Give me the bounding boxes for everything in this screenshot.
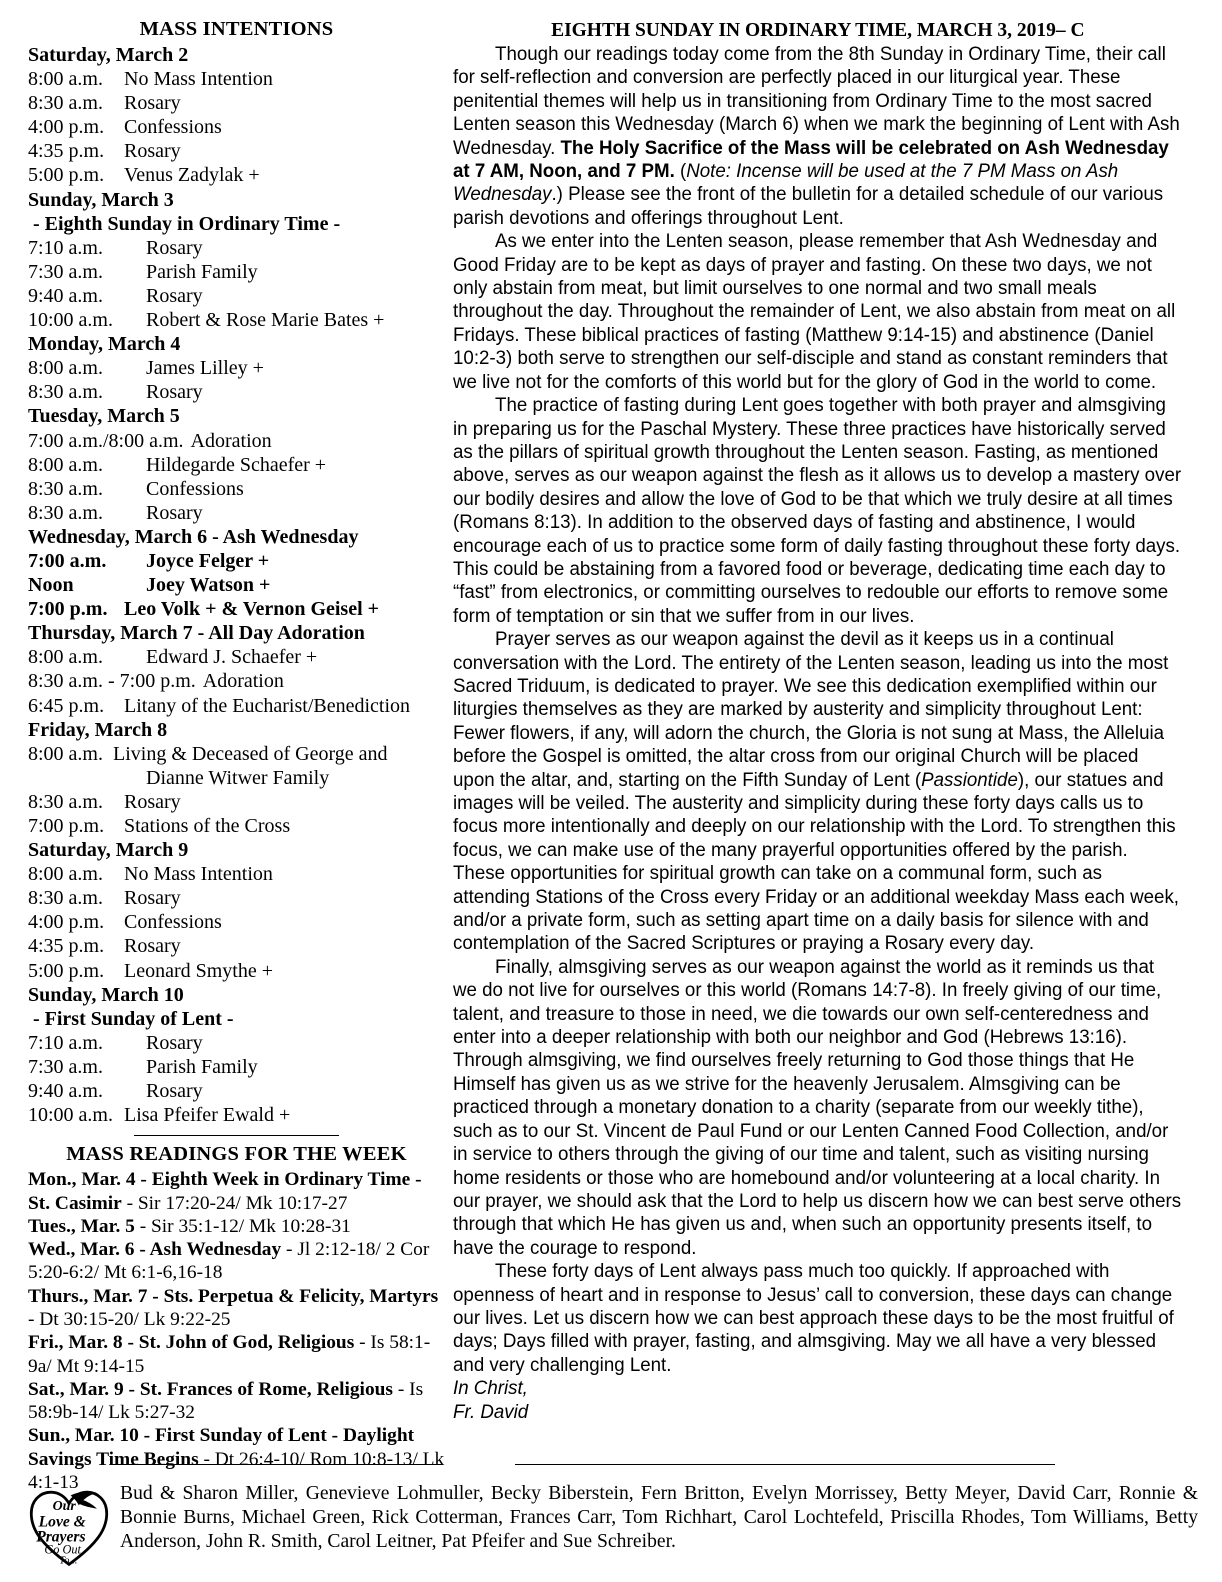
- mass-intentions-day-heading: Saturday, March 9: [28, 839, 189, 862]
- mass-reading-label: Tues., Mar. 5: [28, 1215, 135, 1237]
- mass-intentions-day-subtitle: - Eighth Sunday in Ordinary Time -: [28, 212, 341, 235]
- svg-text:Love &: Love &: [38, 1513, 86, 1531]
- article-paragraph-5: Finally, almsgiving serves as our weapon against the world as it reminds us that we do not live for ourselves or this world (Romans 14:7-8). In freely giving of our time, talent, and treasure to those in need, we die towards our own self-centeredness and enter into a deeper relationship with both our neighbor and God (Hebrews 13:16). Through almsgiving, we find ourselves freely returning to God those things that He Himself has given us as we strive for the heavenly Jerusalem. Almsgiving can be practiced through a monetary donation to a charity (separate from our weekly tithe), such as to our St. Vincent de Paul Fund or our Lenten Canned Food Collection, and/or in service to others through the giving of our time and talent, such as visiting nursing home residents or those who are homebound and/or volunteering at a local charity. In our prayer, we should ask that the Lord to help us discern how we can best serve others through that which He has given us and, when such an opportunity presents itself, to have the courage to respond.: [453, 955, 1182, 1259]
- mass-intentions-time: 8:00 a.m.: [28, 357, 103, 380]
- mass-intentions-row: [28, 380, 445, 404]
- mass-intentions-row: [28, 236, 445, 260]
- mass-intentions-time: 8:00 a.m.: [28, 453, 103, 476]
- mass-intentions-row: [28, 260, 445, 284]
- mass-intentions-row: [28, 501, 445, 525]
- mass-reading-label: Sun., Mar. 10 - First Sunday of Lent - Daylight Savings Time Begins: [28, 1425, 415, 1470]
- mass-intentions-description: Lisa Pfeifer Ewald +: [124, 1104, 291, 1127]
- p4-part-a: Prayer serves as our weapon against the devil as it keeps us in a continual conversation with the Lord. The entirety of the Lenten season, leading us into the most Sacred Triduum, is dedicated to prayer. We see this dedication exemplified within our liturgies themselves as they are marked by austerity and simplicity throughout Lent: Fewer flowers, if any, will adorn the church, the Gloria is not sung at Mass, the Alleluia before the Gospel is omitted, the altar cross from our original Church will be placed upon the altar, and, starting on the Fifth Sunday of Lent (: [453, 628, 1169, 791]
- mass-intentions-description: Robert & Rose Marie Bates +: [146, 309, 385, 332]
- mass-reading-item: [28, 1238, 445, 1285]
- mass-reading-item: [28, 1168, 445, 1215]
- mass-intentions-time: 9:40 a.m.: [28, 1080, 103, 1103]
- mass-intentions-description: James Lilley +: [146, 357, 264, 380]
- mass-intentions-row: [28, 790, 445, 814]
- mass-intentions-row: [28, 862, 445, 886]
- mass-intentions-time: 8:30 a.m.: [28, 92, 103, 115]
- mass-reading-citation: - Sir 35:1-12/ Mk 10:28-31: [134, 1215, 351, 1237]
- mass-intentions-description: Rosary: [124, 935, 181, 958]
- mass-reading-item: [28, 1331, 445, 1378]
- svg-text:Prayers: Prayers: [36, 1528, 86, 1546]
- mass-intentions-time: 7:00 p.m.: [28, 815, 105, 837]
- mass-intentions-row: [28, 886, 445, 910]
- footer-divider-left: [113, 1464, 443, 1465]
- mass-intentions-time: 8:30 a.m.: [28, 887, 103, 910]
- p1-part-c: .) Please see the front of the bulletin for a detailed schedule of our various parish devotions and offerings throughout Lent.: [453, 183, 1164, 229]
- p1-bold-run: The Holy Sacrifice of the Mass will be celebrated on Ash Wednesday at 7 AM, Noon, and 7 PM.: [453, 136, 1169, 183]
- mass-intentions-row: [28, 1079, 445, 1103]
- section-divider: [134, 1135, 339, 1136]
- mass-intentions-heading: MASS INTENTIONS: [139, 18, 334, 40]
- mass-intentions-row: [28, 115, 445, 139]
- mass-intentions-row: [28, 549, 445, 573]
- mass-intentions-time: 8:00 a.m.: [28, 742, 103, 765]
- mass-intentions-description: Rosary: [124, 887, 181, 910]
- mass-intentions-day-heading: Monday, March 4: [28, 333, 181, 356]
- mass-intentions-time: 8:00 a.m.: [28, 646, 103, 669]
- mass-intentions-day-heading: Saturday, March 2: [28, 44, 189, 66]
- mass-intentions-row: [28, 573, 445, 597]
- mass-readings-list: [28, 1168, 445, 1494]
- sign-off: In Christ,: [453, 1377, 528, 1400]
- mass-intentions-time: 4:35 p.m.: [28, 935, 105, 958]
- mass-intentions-time: 5:00 p.m.: [28, 164, 105, 187]
- mass-reading-label: Mon., Mar. 4 - Eighth Week in Ordinary Time - St. Casimir: [28, 1169, 422, 1214]
- signature: Fr. David: [453, 1400, 529, 1423]
- mass-intentions-time: 7:00 a.m./8:00 a.m.: [28, 429, 184, 452]
- mass-intentions-description: Confessions: [146, 477, 244, 500]
- mass-intentions-description: Rosary: [124, 790, 181, 813]
- article-paragraph-4: [453, 628, 1183, 956]
- mass-intentions-list: [28, 43, 445, 1127]
- mass-intentions-row: [28, 694, 445, 718]
- mass-intentions-day-heading: Thursday, March 7 - All Day Adoration: [28, 622, 365, 645]
- mass-reading-label: Fri., Mar. 8 - St. John of God, Religious: [28, 1332, 355, 1354]
- mass-intentions-description: Parish Family: [146, 1055, 258, 1078]
- mass-intentions-time: 8:30 a.m.: [28, 501, 103, 524]
- mass-intentions-description: Rosary: [146, 381, 203, 404]
- mass-intentions-time: 10:00 a.m.: [28, 1104, 113, 1127]
- article-paragraph-1: [453, 43, 1183, 230]
- mass-intentions-row: [28, 597, 445, 621]
- mass-intentions-description: Parish Family: [146, 260, 258, 283]
- mass-intentions-day-heading: Sunday, March 3: [28, 188, 174, 211]
- mass-readings-heading: MASS READINGS FOR THE WEEK: [66, 1143, 407, 1166]
- mass-reading-label: Thurs., Mar. 7 - Sts. Perpetua & Felicity, Martyrs: [28, 1285, 439, 1307]
- p1-part-a: Though our readings today come from the 8th Sunday in Ordinary Time, their call for self-reflection and conversion are perfectly placed in our liturgical year. These penitential themes will help us in transitioning from Ordinary Time to the most sacred Lenten season this Wednesday (March 6) when we mark the beginning of Lent with Ash Wednesday.: [453, 43, 1180, 159]
- mass-intentions-time: 7:30 a.m.: [28, 1055, 103, 1078]
- mass-intentions-row: [28, 163, 445, 187]
- mass-intentions-description: Rosary: [146, 236, 203, 259]
- mass-reading-citation: - Sir 17:20-24/ Mk 10:17-27: [121, 1192, 348, 1214]
- mass-intentions-row: [28, 742, 445, 790]
- mass-intentions-description: Leo Volk + & Vernon Geisel +: [124, 598, 380, 621]
- mass-intentions-time: 4:35 p.m.: [28, 140, 105, 163]
- article-title: EIGHTH SUNDAY IN ORDINARY TIME, MARCH 3, 2019– C: [551, 19, 1085, 41]
- mass-reading-label: Wed., Mar. 6 - Ash Wednesday: [28, 1239, 282, 1261]
- love-and-prayers-heart-logo: [28, 1482, 110, 1568]
- mass-intentions-row: [28, 67, 445, 91]
- svg-text:Our: Our: [52, 1499, 76, 1515]
- article-paragraph-3: The practice of fasting during Lent goes together with both prayer and almsgiving in preparing us for the Paschal Mystery. These three practices have historically served as the pillars of spiritual growth throughout the Lenten season. Fasting, as mentioned above, serves as our weapon against the flesh as it allows us to develop a mastery over our bodily desires and allow the love of God to be that which we truly desire at all times (Romans 8:13). In addition to the observed days of fasting and abstinence, I would encourage each of us to practice some form of daily fasting throughout these forty days. This could be abstaining from a favored food or beverage, dedicating time each day to “fast” from electronics, or committing ourselves to redouble our efforts to remove some form of temptation or sin that we suffer from in our lives.: [453, 394, 1182, 627]
- mass-intentions-description: Joyce Felger +: [146, 549, 270, 572]
- mass-intentions-time: 8:30 a.m.: [28, 790, 103, 813]
- mass-intentions-description: Rosary: [146, 1080, 203, 1103]
- prayer-names-list: Bud & Sharon Miller, Genevieve Lohmuller, Becky Biberstein, Fern Britton, Evelyn Morrissey, Betty Meyer, David Carr, Ronnie & Bonnie Burns, Michael Green, Rick Cotterman, Frances Carr, Tom Richhart, Carol Lochtefeld, Priscilla Rhodes, Tom Williams, Betty Anderson, John R. Smith, Carol Leitner, Pat Pfeifer and Sue Schreiber.: [120, 1483, 1198, 1552]
- prayer-list-footer: [28, 1464, 1198, 1568]
- mass-intentions-row: [28, 669, 445, 693]
- mass-intentions-row: [28, 1055, 445, 1079]
- mass-intentions-time: 7:00 a.m.: [28, 549, 107, 572]
- mass-reading-label: Sat., Mar. 9 - St. Frances of Rome, Religious: [28, 1378, 393, 1400]
- mass-intentions-time: 4:00 p.m.: [28, 116, 105, 139]
- mass-intentions-description: Leonard Smythe +: [124, 959, 274, 982]
- mass-intentions-description: Rosary: [146, 284, 203, 307]
- mass-intentions-description: Confessions: [124, 116, 222, 139]
- mass-intentions-description: Litany of the Eucharist/Benediction: [124, 694, 411, 717]
- mass-reading-citation: - Is 58:9b-14/ Lk 5:27-32: [28, 1378, 424, 1424]
- mass-reading-citation: - Jl 2:12-18/ 2 Cor 5:20-6:2/ Mt 6:1-6,16-18: [28, 1239, 430, 1284]
- mass-reading-citation: - Dt 30:15-20/ Lk 9:22-25: [28, 1309, 231, 1330]
- mass-intentions-description: Joey Watson +: [146, 574, 271, 597]
- mass-intentions-time: 5:00 p.m.: [28, 959, 105, 982]
- mass-intentions-row: [28, 910, 445, 934]
- mass-intentions-day-heading: Wednesday, March 6 - Ash Wednesday: [28, 525, 359, 548]
- two-column-layout: [28, 18, 1198, 1494]
- mass-intentions-description: Confessions: [124, 911, 222, 934]
- p1-part-b: (: [674, 160, 687, 183]
- mass-intentions-description: Adoration: [190, 429, 272, 452]
- mass-intentions-time: 7:10 a.m.: [28, 236, 103, 259]
- mass-intentions-row: [28, 453, 445, 477]
- mass-intentions-description: No Mass Intention: [124, 68, 273, 91]
- p4-italic-passiontide: Passiontide: [921, 768, 1018, 791]
- left-column: [28, 18, 453, 1494]
- mass-intentions-row: [28, 959, 445, 983]
- mass-intentions-row: [28, 139, 445, 163]
- svg-text:To...: To...: [59, 1555, 78, 1567]
- mass-intentions-time: 6:45 p.m.: [28, 694, 105, 717]
- mass-intentions-row: [28, 429, 445, 453]
- mass-intentions-description: Stations of the Cross: [124, 815, 291, 837]
- mass-reading-citation: - Dt 26:4-10/ Rom 10:8-13/ Lk 4:1-13: [28, 1448, 445, 1494]
- mass-reading-item: [28, 1378, 445, 1425]
- mass-intentions-row: [28, 645, 445, 669]
- mass-intentions-time: 8:30 a.m.: [28, 477, 103, 500]
- mass-intentions-time: 8:30 a.m.: [28, 381, 103, 404]
- mass-intentions-row: [28, 477, 445, 501]
- right-column: [453, 18, 1183, 1424]
- footer-body: [28, 1480, 1198, 1568]
- mass-intentions-description: Edward J. Schaefer +: [146, 646, 318, 669]
- mass-intentions-time: Noon: [28, 574, 74, 597]
- mass-intentions-row: [28, 91, 445, 115]
- mass-intentions-description: Rosary: [146, 501, 203, 524]
- p4-part-b: ), our statues and images will be veiled. The austerity and simplicity during these forty days calls us to focus more intentionally and deeply on our relationship with the Lord. To strengthen this focus, we can make use of the many prayerful opportunities offered by the parish. These opportunities for spiritual growth can take on a communal form, such as attending Stations of the Cross every Friday or an additional weekday Mass each week, and/or a private form, such as setting apart time on a daily basis for silence with and contemplation of the Sacred Scriptures or praying a Rosary every day.: [453, 768, 1180, 955]
- mass-intentions-time: 8:30 a.m. - 7:00 p.m.: [28, 670, 196, 693]
- mass-intentions-row: [28, 1103, 445, 1127]
- footer-divider-right: [515, 1464, 1055, 1465]
- mass-intentions-time: 8:00 a.m.: [28, 863, 103, 886]
- mass-intentions-time: 8:00 a.m.: [28, 68, 103, 91]
- article-paragraph-6: These forty days of Lent always pass much too quickly. If approached with openness of heart and in response to Jesus’ call to conversion, these days can change our lives. Let us discern how we can best approach these days to be the most fruitful of days; Days filled with prayer, fasting, and almsgiving. May we all have a very blessed and very challenging Lent.: [453, 1260, 1174, 1376]
- mass-intentions-time: 4:00 p.m.: [28, 911, 105, 934]
- mass-intentions-description: Venus Zadylak +: [124, 164, 260, 187]
- mass-intentions-row: [28, 284, 445, 308]
- mass-intentions-row: [28, 1031, 445, 1055]
- mass-intentions-row: [28, 814, 445, 838]
- mass-intentions-time: 10:00 a.m.: [28, 309, 113, 332]
- mass-intentions-day-heading: Friday, March 8: [28, 718, 168, 741]
- mass-intentions-row: [28, 934, 445, 958]
- mass-intentions-time: 7:30 a.m.: [28, 260, 103, 283]
- mass-reading-item: [28, 1215, 445, 1238]
- mass-intentions-description: Hildegarde Schaefer +: [146, 453, 327, 476]
- mass-intentions-description: Adoration: [202, 670, 284, 693]
- mass-intentions-day-heading: Tuesday, March 5: [28, 405, 180, 428]
- mass-intentions-time: 9:40 a.m.: [28, 284, 103, 307]
- mass-intentions-time: 7:00 p.m.: [28, 598, 108, 621]
- mass-intentions-row: [28, 356, 445, 380]
- mass-intentions-description: Living & Deceased of George and Dianne Witwer Family: [103, 742, 393, 789]
- article-paragraph-2: As we enter into the Lenten season, please remember that Ash Wednesday and Good Friday are to be kept as days of prayer and fasting. On these two days, we not only abstain from meat, but limit ourselves to one normal and two small meals throughout the day. Throughout the remainder of Lent, we also abstain from meat on all Fridays. These biblical practices of fasting (Matthew 9:14-15) and abstinence (Daniel 10:2-3) both serve to strengthen our self-disciple and stand as constant reminders that we live not for the comforts of this world but for the glory of God in the world to come.: [453, 230, 1176, 393]
- mass-intentions-time: 7:10 a.m.: [28, 1031, 103, 1054]
- mass-intentions-description: Rosary: [124, 140, 181, 163]
- svg-text:Go Out: Go Out: [44, 1542, 81, 1557]
- mass-intentions-description: Rosary: [146, 1031, 203, 1054]
- mass-intentions-day-subtitle: - First Sunday of Lent -: [28, 1007, 234, 1030]
- mass-reading-citation: - Is 58:1-9a/ Mt 9:14-15: [28, 1332, 431, 1377]
- mass-reading-item: [28, 1285, 445, 1332]
- footer-divider-group: [28, 1464, 1198, 1474]
- p1-italic-note: Note: Incense will be used at the 7 PM Mass on Ash Wednesday: [453, 160, 1119, 206]
- mass-intentions-description: Rosary: [124, 92, 181, 115]
- mass-intentions-row: [28, 308, 445, 332]
- mass-intentions-day-heading: Sunday, March 10: [28, 983, 184, 1006]
- mass-intentions-description: No Mass Intention: [124, 863, 273, 886]
